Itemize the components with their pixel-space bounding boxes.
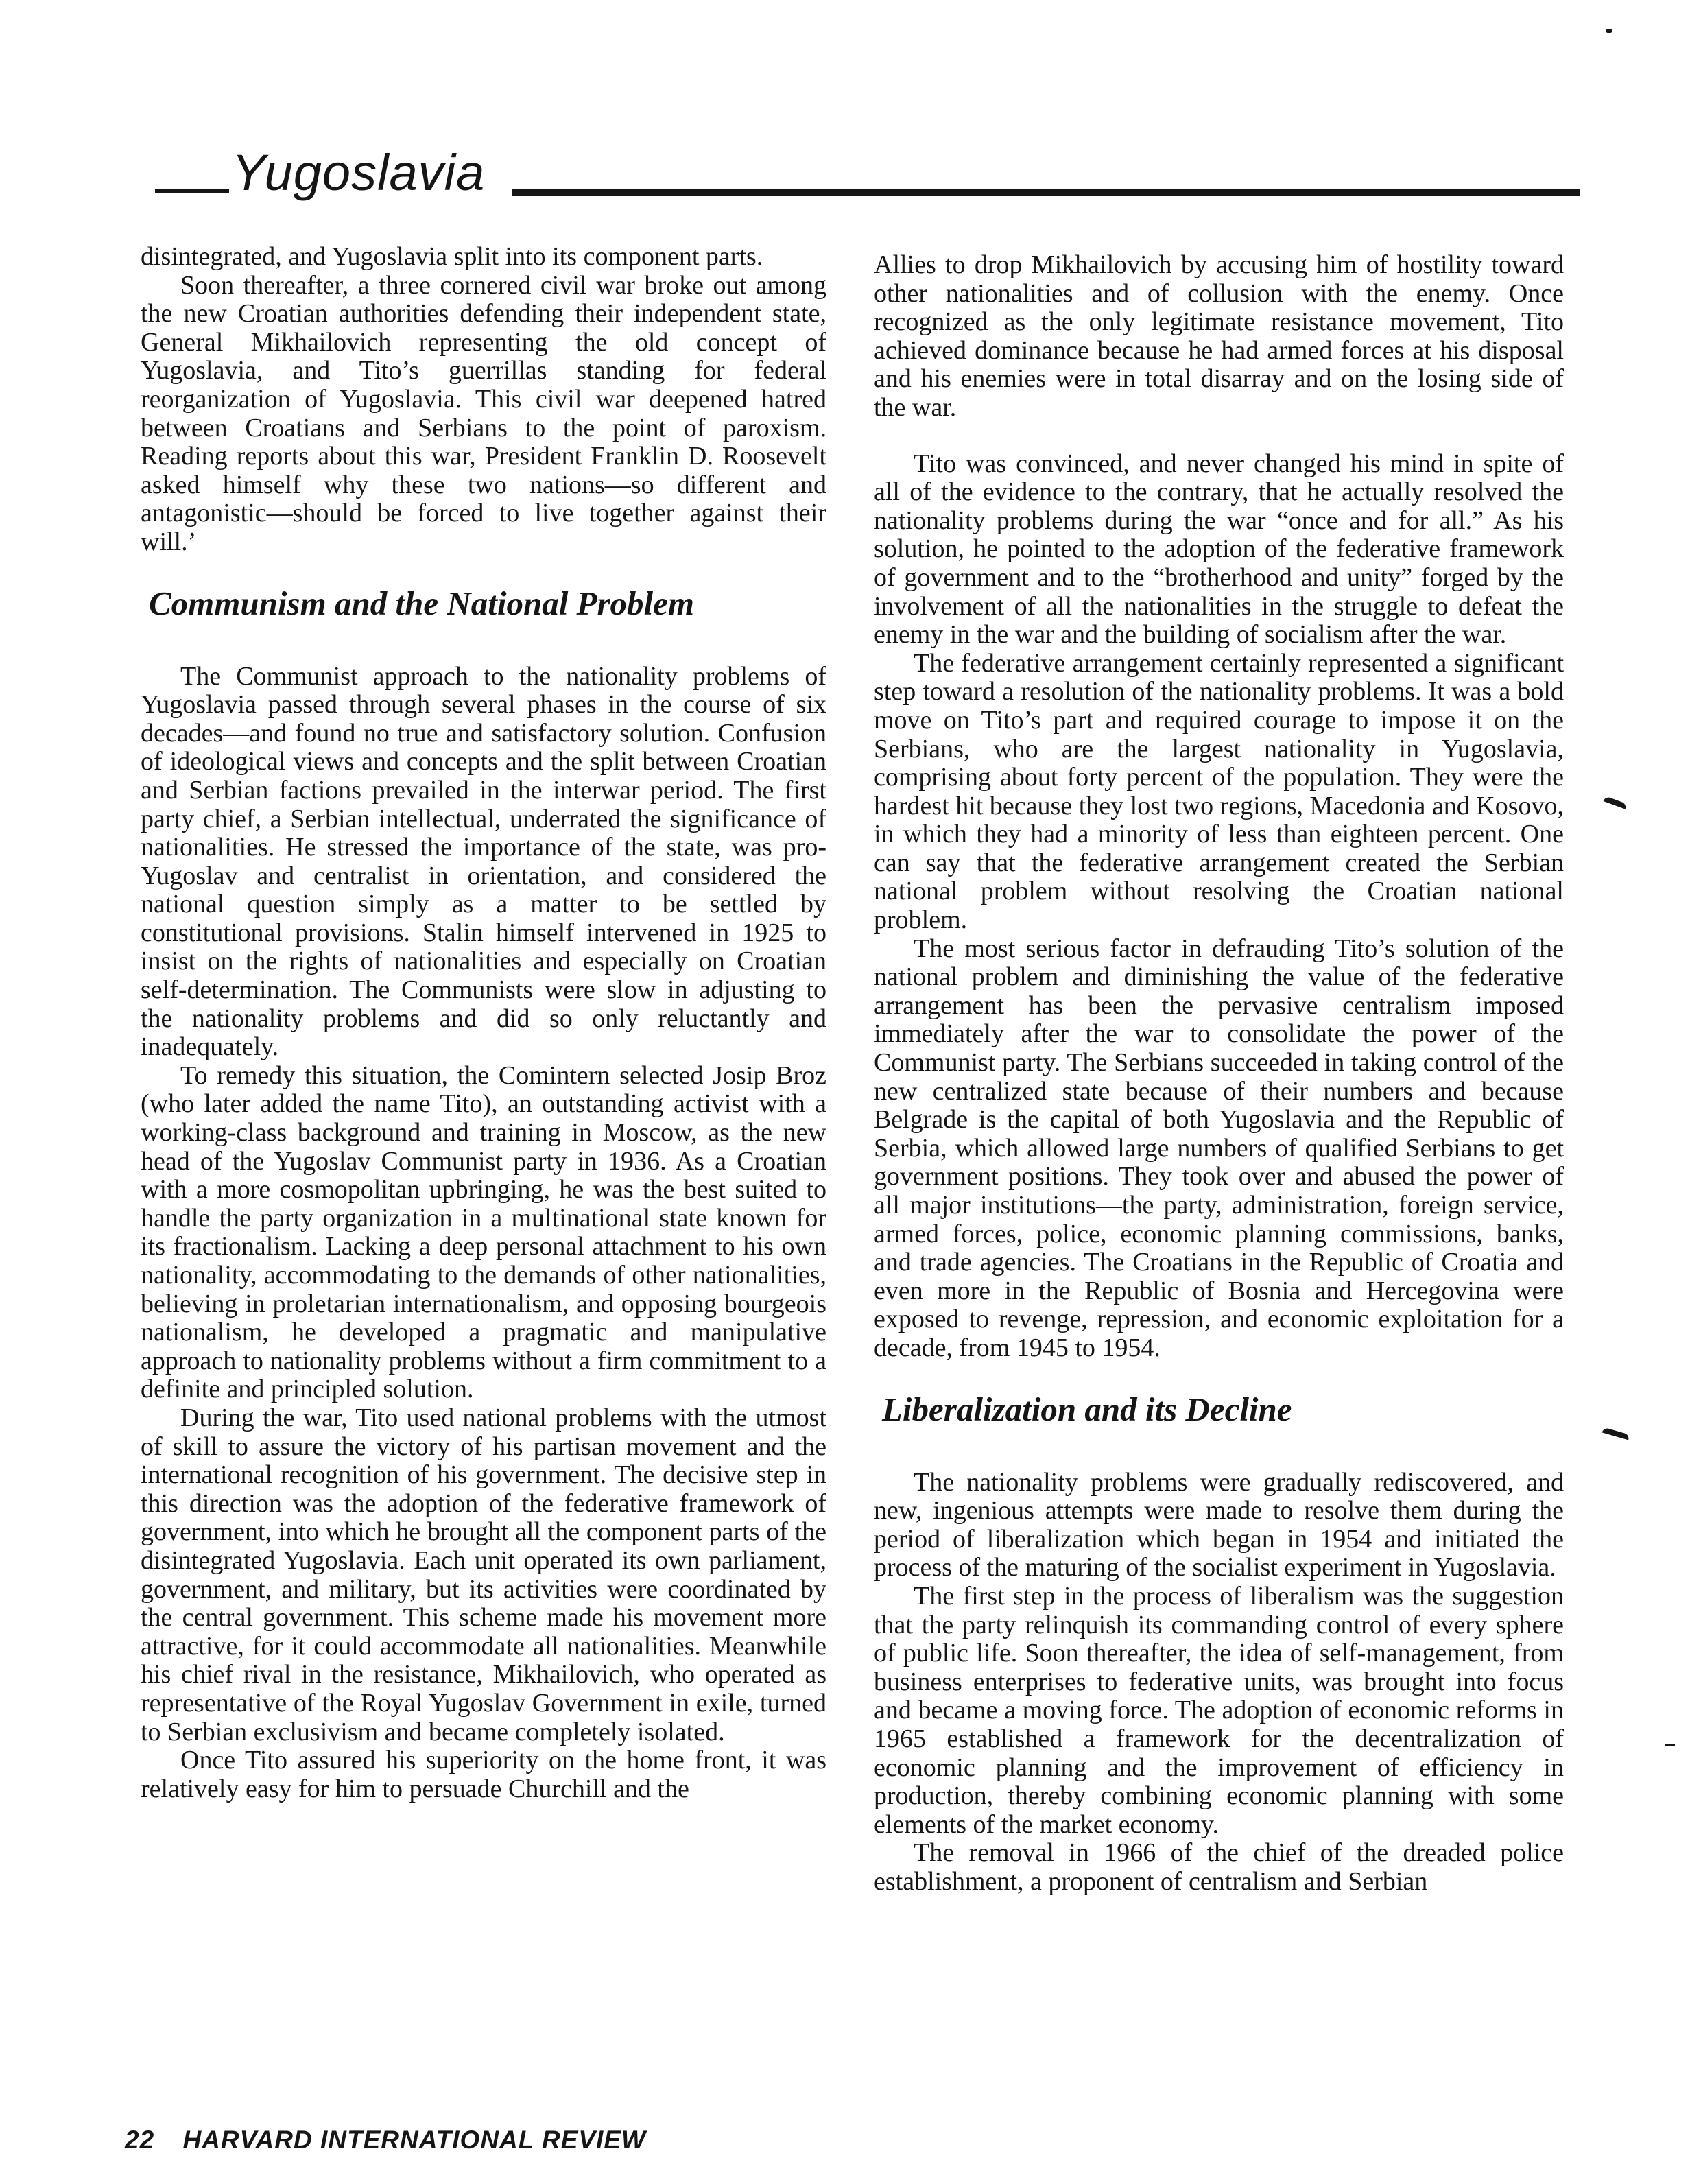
paragraph: Once Tito assured his superiority on the home front, it was relatively easy for him to persuade Churchill and the (141, 1746, 826, 1803)
right-column (874, 251, 1564, 1896)
paragraph: The most serious factor in defrauding Tito’s solution of the national problem and diminishing the value of the federative arrangement has been the pervasive centralism imposed immediately after the war to consolidate the power of the Communist party. The Serbians succeeded in taking control of the new centralized state because of their numbers and because Belgrade is the capital of both Yugoslavia and the Republic of Serbia, which allowed large numbers of qualified Serbians to get government positions. They took over and abused the power of all major institutions—the party, administration, foreign service, armed forces, police, economic planning commissions, banks, and trade agencies. The Croatians in the Republic of Croatia and even more in the Republic of Bosnia and Hercegovina were exposed to revenge, repression, and economic exploitation for a decade, from 1945 to 1954. (874, 934, 1564, 1362)
section-heading: Liberalization and its Decline (882, 1390, 1292, 1428)
paragraph: disintegrated, and Yugoslavia split into its component parts. (141, 242, 763, 271)
margin-mark (1606, 29, 1612, 33)
paragraph: The first step in the process of liberalism was the suggestion that the party relinquish its commanding control of every sphere of public life. Soon thereafter, the idea of self-management, from business enterprises to federative units, was brought into focus and became a moving force. The adoption of economic reforms in 1965 established a framework for the decentralization of economic planning and the improvement of efficiency in production, thereby combining economic planning with some elements of the market economy. (874, 1581, 1564, 1839)
paragraph: Tito was convinced, and never changed his mind in spite of all of the evidence to the contrary, that he actually resolved the nationality problems during the war “once and for all.” As his solution, he pointed to the adoption of the federative framework of government and to the “brotherhood and unity” forged by the involvement of all the nationalities in the struggle to defeat the enemy in the war and the building of socialism after the war. (874, 449, 1564, 650)
page-number: 22 (125, 2126, 155, 2154)
left-column (141, 243, 826, 1803)
paragraph: The Communist approach to the nationality problems of Yugoslavia passed through several phases in the course of six decades—and found no true and satisfactory solution. Confusion of ideological views and concepts and the split between Croatian and Serbian factions prevailed in the interwar period. The first party chief, a Serbian intellectual, underrated the significance of nationalities. He stressed the importance of the state, was pro-Yugoslav and centralist in orientation, and considered the national question simply as a matter to be settled by constitutional provisions. Stalin himself intervened in 1925 to insist on the rights of nationalities and especially on Croatian self-determination. The Communists were slow in adjusting to the nationality problems and did so only reluctantly and inadequately. (141, 661, 826, 1062)
section-heading: Communism and the National Problem (149, 584, 695, 622)
paragraph: The nationality problems were gradually rediscovered, and new, ingenious attempts were made to resolve them during the period of liberalization which began in 1954 and initiated the process of the maturing of the socialist experiment in Yugoslavia. (874, 1467, 1564, 1582)
page-footer (125, 2125, 646, 2155)
margin-mark (1602, 1427, 1630, 1440)
header-lead-rule (155, 189, 229, 193)
paragraph: To remedy this situation, the Comintern selected Josip Broz (who later added the name Tito), an outstanding activist with a working-class background and training in Moscow, as the new head of the Yugoslav Communist party in 1936. As a Croatian with a more cosmopolitan upbringing, he was the best suited to handle the party organization in a multinational state known for its fractionalism. Lacking a deep personal attachment to his own nationality, accommodating to the demands of other nationalities, believing in proletarian internationalism, and opposing bourgeois nationalism, he developed a pragmatic and manipulative approach to nationality problems without a firm commitment to a definite and principled solution. (141, 1060, 826, 1404)
margin-mark (1665, 1744, 1675, 1746)
paragraph: Soon thereafter, a three cornered civil war broke out among the new Croatian authorities defending their independent state, General Mikhailovich representing the old concept of Yugoslavia, and Tito’s guerrillas standing for federal reorganization of Yugoslavia. This civil war deepened hatred between Croatians and Serbians to the point of paroxism. Reading reports about this war, President Franklin D. Roosevelt asked himself why these two nations—so different and antagonistic—should be forced to live together against their will.’ (141, 270, 826, 556)
paragraph: The removal in 1966 of the chief of the dreaded police establishment, a proponent of centralism and Serbian (874, 1838, 1564, 1896)
paragraph: Allies to drop Mikhailovich by accusing him of hostility toward other nationalities and of collusion with the enemy. Once recognized as the only legitimate resistance movement, Tito achieved dominance because he had armed forces at his disposal and his enemies were in total disarray and on the losing side of the war. (874, 250, 1564, 422)
publication-name: HARVARD INTERNATIONAL REVIEW (182, 2126, 646, 2154)
paragraph: During the war, Tito used national problems with the utmost of skill to assure the victory of his partisan movement and the international recognition of his government. The decisive step in this direction was the adoption of the federative framework of government, into which he brought all the component parts of the disintegrated Yugoslavia. Each unit operated its own parliament, government, and military, but its activities were coordinated by the central government. This scheme made his movement more attractive, for it could accommodate all nationalities. Meanwhile his chief rival in the resistance, Mikhailovich, who operated as representative of the Royal Yugoslav Government in exile, turned to Serbian exclusivism and became completely isolated. (141, 1403, 826, 1746)
header-rule (512, 189, 1580, 196)
paragraph: The federative arrangement certainly represented a significant step toward a resolution of the nationality problems. It was a bold move on Tito’s part and required courage to impose it on the Serbians, who are the largest nationality in Yugoslavia, comprising about forty percent of the population. They were the hardest hit because they lost two regions, Macedonia and Kosovo, in which they had a minority of less than eighteen percent. One can say that the federative arrangement created the Serbian national problem without resolving the Croatian national problem. (874, 648, 1564, 935)
margin-mark (1604, 796, 1628, 809)
running-header (155, 141, 1580, 210)
section-title: Yugoslavia (232, 144, 486, 201)
